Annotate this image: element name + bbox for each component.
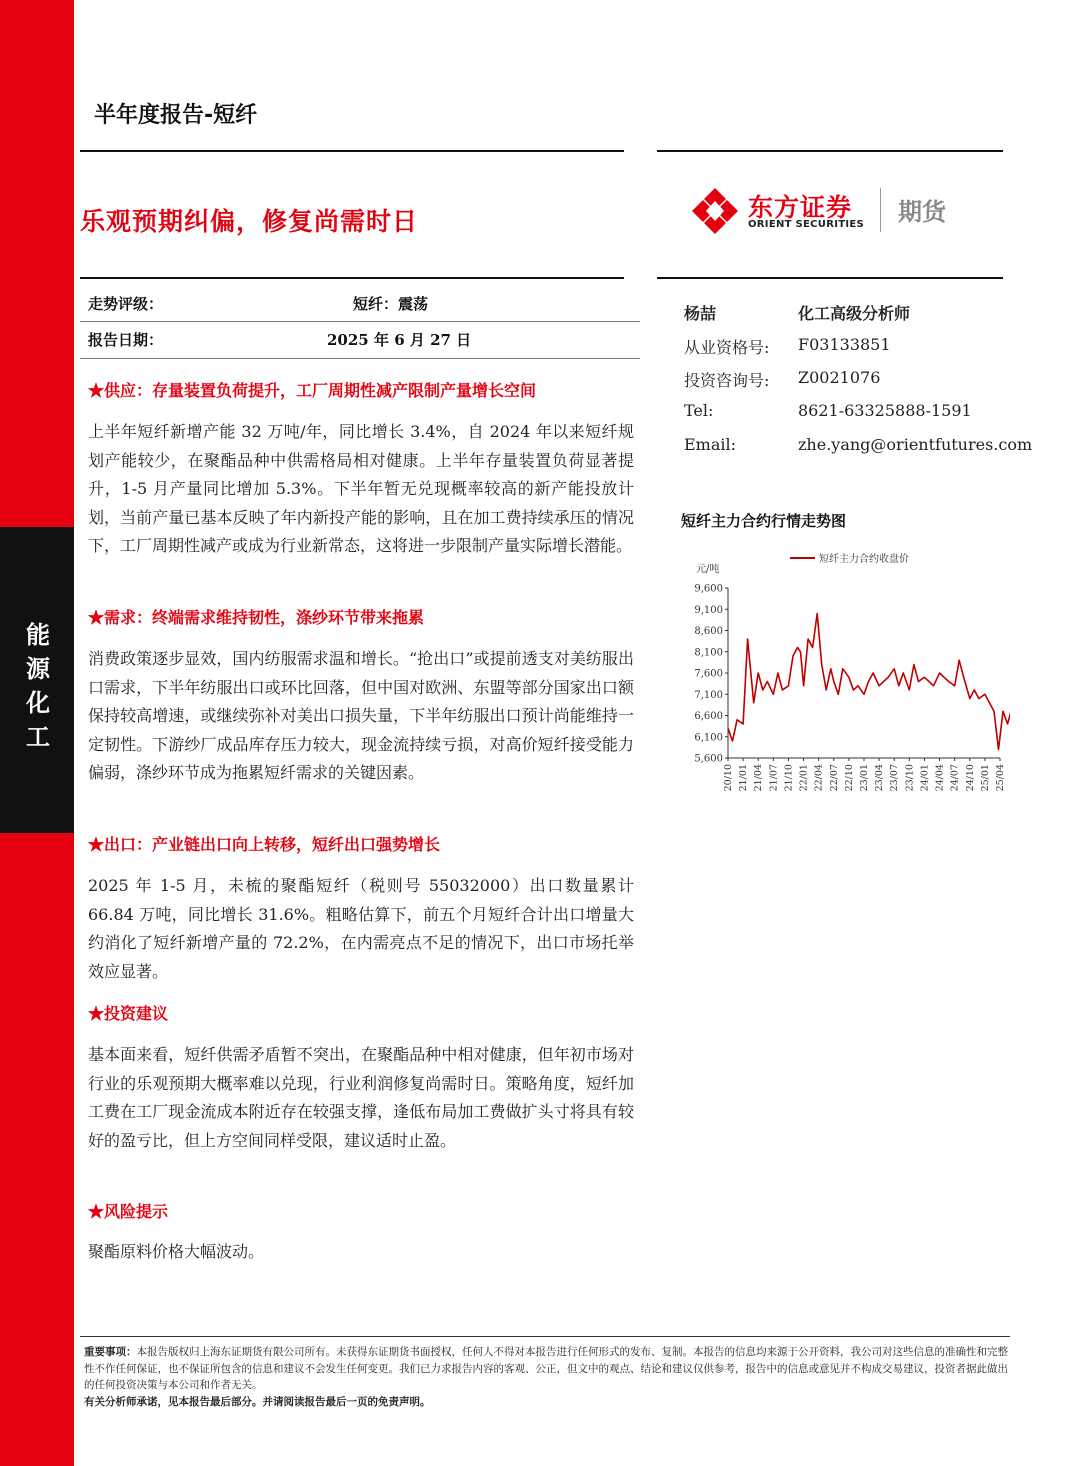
date-value: 2025 年 6 月 27 日 — [327, 331, 472, 349]
logo-separator — [880, 188, 881, 232]
contact-label: Tel: — [684, 401, 714, 420]
x-tick-label: 21/04 — [753, 764, 765, 792]
x-tick-label: 23/07 — [889, 764, 901, 792]
section-heading-risk: ★风险提示 — [88, 1202, 169, 1221]
legend-entry: 短纤主力合约收盘价 — [819, 554, 909, 565]
logo-text-cn: 东方证券 — [748, 193, 853, 222]
company-logo — [690, 186, 990, 236]
side-char: 工 — [26, 723, 50, 751]
trend-label: 走势评级： — [88, 295, 164, 313]
section-body-risk: 聚酯原料价格大幅波动。 — [88, 1242, 265, 1261]
x-tick-label: 23/10 — [904, 764, 916, 792]
side-char: 化 — [26, 689, 50, 717]
x-tick-label: 22/01 — [798, 764, 810, 792]
section-body-advice: 基本面来看，短纤供需矛盾暂不突出，在聚酯品种中相对健康，但年初市场对行业的乐观预期大概率难以兑现，行业利润修复尚需时日。策略角度，短纤加工费在工厂现金流成本附近存在较强支撑，逢低布局加工费做扩头寸将具有较好的盈亏比，但上方空间同样受限，建议适时止盈。 — [88, 1045, 634, 1150]
x-tick-label: 23/04 — [874, 764, 886, 792]
x-tick-label: 20/10 — [723, 764, 734, 792]
y-tick-label: 8,100 — [694, 647, 723, 659]
x-tick-label: 21/01 — [738, 764, 750, 792]
consult-number: Z0021076 — [798, 368, 881, 387]
date-label: 报告日期： — [88, 331, 164, 349]
qualification-number: F03133851 — [798, 335, 891, 354]
x-tick-label: 22/04 — [813, 764, 825, 792]
x-tick-label: 21/10 — [783, 764, 795, 792]
logo-text-en: ORIENT SECURITIES — [748, 219, 865, 230]
divider — [80, 321, 640, 322]
contact-label: 投资咨询号: — [684, 371, 770, 390]
divider — [80, 150, 624, 152]
y-tick-label: 7,600 — [694, 668, 723, 680]
side-char: 能 — [26, 621, 50, 649]
phone-number: 8621-63325888-1591 — [798, 401, 972, 420]
x-tick-label: 24/01 — [919, 764, 931, 792]
x-tick-label: 24/07 — [949, 764, 961, 792]
x-tick-label: 21/07 — [768, 764, 780, 792]
section-heading-demand: ★需求：终端需求维持韧性，涤纱环节带来拖累 — [88, 608, 425, 627]
x-tick-label: 22/10 — [843, 764, 855, 792]
y-tick-label: 7,100 — [694, 689, 723, 701]
report-type: 半年度报告-短纤 — [94, 103, 258, 128]
price-trend-chart — [680, 540, 1010, 810]
y-tick-label: 5,600 — [694, 753, 723, 765]
analyst-name: 杨喆 — [684, 304, 717, 323]
x-tick-label: 24/10 — [964, 764, 976, 792]
y-tick-label: 9,100 — [694, 604, 723, 616]
series-line — [728, 614, 1010, 750]
logo-futures: 期货 — [898, 198, 946, 226]
contact-label: 从业资格号: — [684, 338, 770, 357]
x-tick-label: 24/04 — [934, 764, 946, 792]
orient-logo-icon — [690, 188, 740, 234]
section-body-demand: 消费政策逐步显效，国内纺服需求温和增长。“抢出口”或提前透支对美纺服出口需求，下半年纺服出口或环比回落，但中国对欧洲、东盟等部分国家出口额保持较高增速，或继续弥补对美出口损失量，下半年纺服出口预计尚能维持一定韧性。下游纱厂成品库存压力较大，现金流持续亏损，对高价短纤接受能力偏弱，涤纱环节成为拖累短纤需求的关键因素。 — [88, 649, 634, 782]
page-title: 乐观预期纠偏，修复尚需时日 — [80, 207, 419, 236]
divider — [80, 358, 640, 359]
trend-value: 短纤：震荡 — [353, 295, 429, 313]
disclaimer-note: 有关分析师承诺，见本报告最后部分。并请阅读报告最后一页的免责声明。 — [84, 1396, 431, 1408]
y-tick-label: 6,600 — [694, 711, 723, 722]
divider — [657, 277, 1003, 279]
email-link[interactable]: zhe.yang@orientfutures.com — [798, 435, 1033, 454]
x-tick-label: 25/04 — [995, 764, 1006, 792]
disclaimer — [84, 1344, 1010, 1394]
section-heading-supply: ★供应：存量装置负荷提升，工厂周期性减产限制产量增长空间 — [88, 381, 537, 400]
side-char: 源 — [26, 655, 50, 683]
section-heading-advice: ★投资建议 — [88, 1004, 169, 1023]
y-tick-label: 6,100 — [694, 732, 723, 744]
x-tick-label: 25/01 — [979, 764, 991, 792]
section-heading-export: ★出口：产业链出口向上转移，短纤出口强势增长 — [88, 835, 441, 854]
x-tick-label: 23/01 — [859, 764, 870, 792]
divider — [657, 150, 1003, 152]
analyst-title: 化工高级分析师 — [798, 304, 911, 323]
divider — [80, 277, 624, 279]
disclaimer-label: 重要事项： — [84, 1346, 137, 1358]
side-category-label — [22, 618, 54, 754]
y-tick-label: 9,600 — [694, 583, 723, 595]
disclaimer-text: 本报告版权归上海东证期货有限公司所有。未获得东证期货书面授权，任何人不得对本报告进行任何形式的发布、复制。本报告的信息均来源于公开资料，我公司对这些信息的准确性和完整性不作任何保证，也不保证所包含的信息和建议不会发生任何变更。我们已力求报告内容的客观、公正，但文中的观点、结论和建议仅供参考，报告中的信息或意见并不构成交易建议，投资者据此做出的任何投资决策与本公司和作者无关。 — [84, 1346, 1008, 1391]
section-body-export: 2025 年 1-5 月，未梳的聚酯短纤（税则号 55032000）出口数量累计 66.84 万吨，同比增长 31.6%。粗略估算下，前五个月短纤合计出口增量大约消化了短纤新增产量的 72.2%，在内需亮点不足的情况下，出口市场托举效应显著。 — [88, 876, 634, 981]
contact-label: Email: — [684, 435, 737, 454]
section-body-supply: 上半年短纤新增产能 32 万吨/年，同比增长 3.4%，自 2024 年以来短纤规划产能较少，在聚酯品种中供需格局相对健康。上半年存量装置负荷显著提升，1-5 月产量同比增加 5.3%。下半年暂无兑现概率较高的新产能投放计划，当前产量已基本反映了年内新投产能的影响，且在加工费持续承压的情况下，工厂周期性减产或成为行业新常态，这将进一步限制产量实际增长潜能。 — [88, 422, 634, 555]
y-axis-unit-label: 元/吨 — [696, 564, 720, 575]
y-tick-label: 8,600 — [694, 626, 723, 637]
x-tick-label: 22/07 — [828, 764, 840, 792]
divider — [80, 1336, 1010, 1337]
chart-title: 短纤主力合约行情走势图 — [681, 512, 847, 530]
